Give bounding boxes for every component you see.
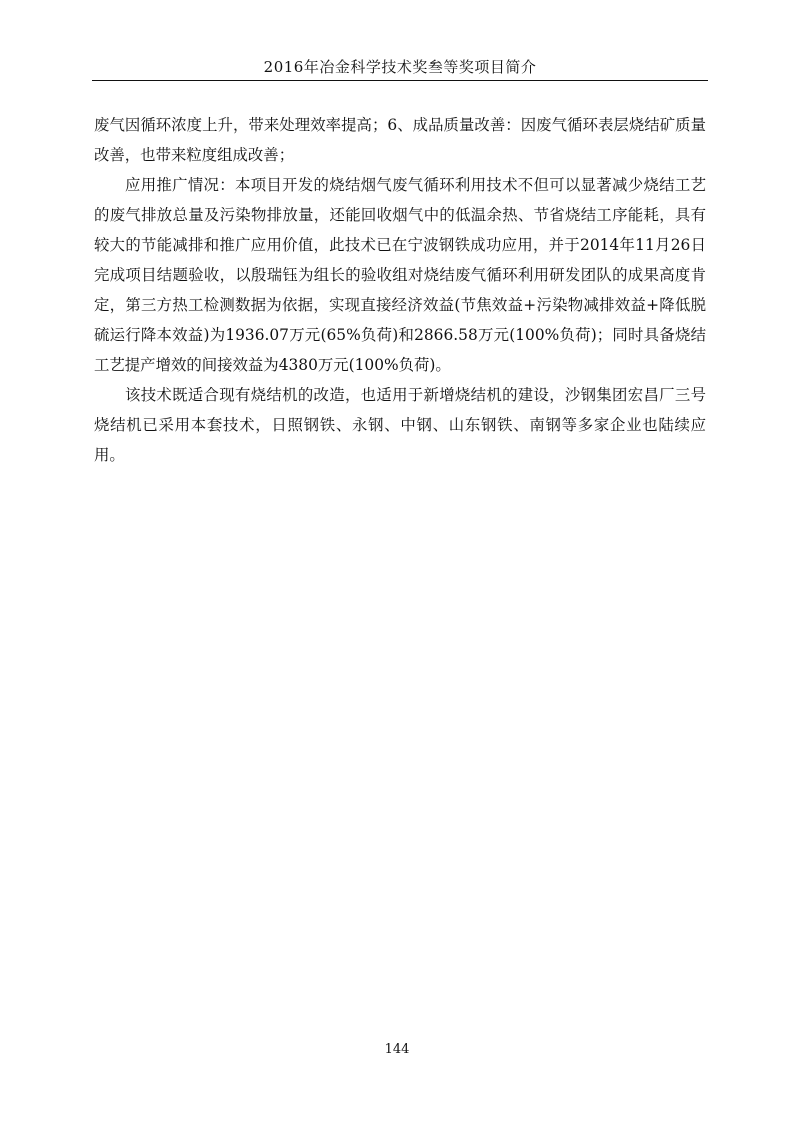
paragraph-continuation: 废气因循环浓度上升，带来处理效率提高；6、成品质量改善：因废气循环表层烧结矿质量改善，也带来粒度组成改善； (94, 116, 706, 164)
page-number: 144 (384, 1042, 410, 1057)
body-text (94, 110, 706, 470)
header-divider (92, 80, 708, 81)
page-header-title: 2016年冶金科学技术奖叁等奖项目简介 (263, 58, 537, 76)
paragraph-application-promotion: 应用推广情况：本项目开发的烧结烟气废气循环利用技术不但可以显著减少烧结工艺的废气排放总量及污染物排放量，还能回收烟气中的低温余热、节省烧结工序能耗，具有较大的节能减排和推广应用价值，此技术已在宁波钢铁成功应用，并于2014年11月26日完成项目结题验收，以殷瑞钰为组长的验收组对烧结废气循环利用研发团队的成果高度肯定，第三方热工检测数据为依据，实现直接经济效益(节焦效益+污染物减排效益+降低脱硫运行降本效益)为1936.07万元(65%负荷)和2866.58万元(100%负荷)；同时具备烧结工艺提产增效的间接效益为4380万元(100%负荷)。 (94, 176, 706, 374)
paragraph-applicability: 该技术既适合现有烧结机的改造，也适用于新增烧结机的建设，沙钢集团宏昌厂三号烧结机已采用本套技术，日照钢铁、永钢、中钢、山东钢铁、南钢等多家企业也陆续应用。 (94, 386, 706, 464)
